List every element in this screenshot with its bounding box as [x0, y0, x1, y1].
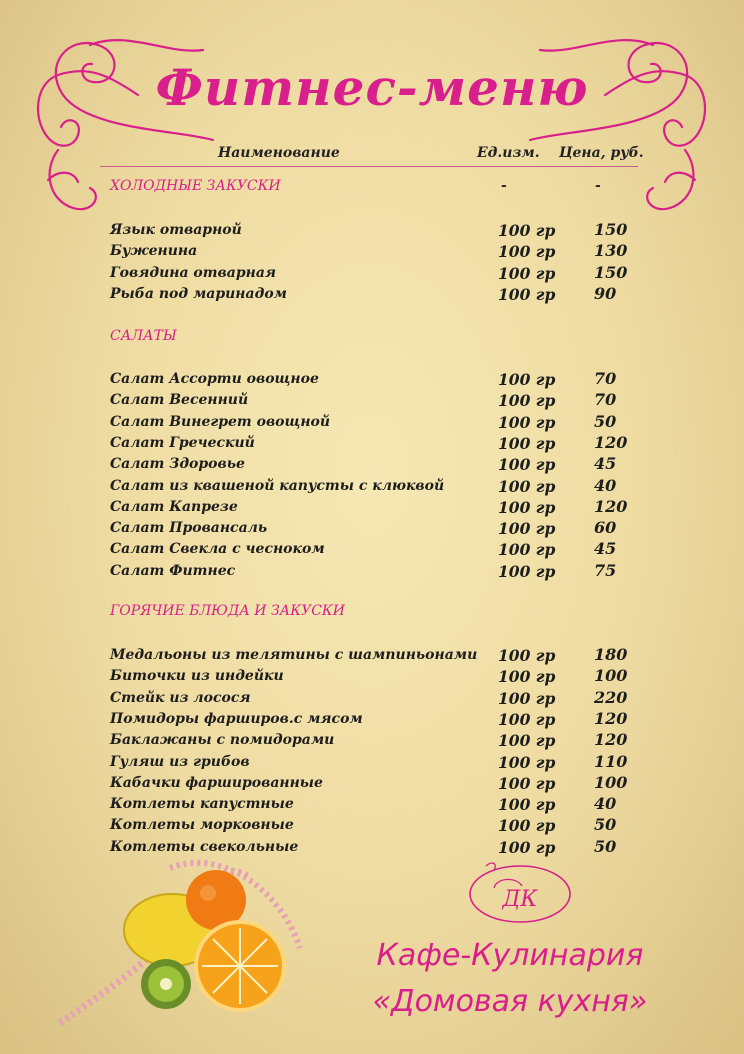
- menu-item-row: [110, 687, 650, 711]
- menu-item-row: [110, 475, 650, 499]
- menu-item-name: Биточки из индейки: [110, 668, 284, 685]
- menu-item-price: 220: [594, 687, 628, 707]
- menu-item-row: [110, 541, 650, 562]
- menu-item-row: [110, 817, 650, 838]
- menu-item-price: 120: [594, 432, 628, 452]
- menu-item-row: [110, 283, 650, 307]
- menu-item-name: Салат из квашеной капусты с клюквой: [110, 477, 445, 494]
- section-title: ХОЛОДНЫЕ ЗАКУСКИ: [110, 178, 281, 194]
- menu-item-name: Котлеты капустные: [110, 796, 294, 813]
- cafe-logo-icon: [466, 858, 574, 926]
- menu-item-name: Медальоны из телятины с шампиньонами: [110, 647, 478, 663]
- section-unit-dash: -: [501, 178, 507, 194]
- menu-item-unit: 100 гр: [498, 391, 556, 411]
- menu-item-price: 100: [594, 772, 628, 792]
- cafe-name-line2: «Домовая кухня»: [372, 984, 648, 1019]
- menu-item-unit: 100 гр: [498, 540, 556, 560]
- menu-item-row: [110, 392, 650, 413]
- menu-item-price: 180: [594, 645, 628, 664]
- menu-item-price: 130: [594, 241, 628, 261]
- menu-item-price: 70: [594, 369, 617, 388]
- menu-item-unit: 100 гр: [498, 284, 556, 304]
- menu-item-name: Салат Здоровье: [110, 456, 245, 473]
- menu-item-unit: 100 гр: [498, 837, 556, 857]
- menu-item-unit: 100 гр: [498, 709, 556, 729]
- menu-item-unit: 100 гр: [498, 752, 556, 772]
- menu-item-row: [110, 668, 650, 689]
- logo-text: ДК: [502, 887, 538, 912]
- menu-item-price: 100: [594, 666, 628, 686]
- section-title: ГОРЯЧИЕ БЛЮДА И ЗАКУСКИ: [110, 603, 345, 619]
- menu-item-price: 120: [594, 708, 628, 728]
- menu-item-name: Салат Винегрет овощной: [110, 413, 331, 430]
- menu-item-name: Салат Греческий: [110, 434, 255, 451]
- menu-item-row: [110, 520, 650, 541]
- page-title: Фитнес-меню: [155, 58, 589, 117]
- menu-item-unit: 100 гр: [498, 263, 556, 283]
- menu-item-price: 45: [594, 454, 617, 474]
- menu-item-row: [110, 796, 650, 817]
- menu-item-unit: 100 гр: [498, 773, 556, 793]
- menu-item-price: 70: [594, 390, 617, 410]
- menu-item-unit: 100 гр: [498, 497, 556, 517]
- menu-item-row: [110, 560, 650, 584]
- menu-item-price: 75: [594, 560, 617, 580]
- menu-item-row: [110, 371, 650, 392]
- menu-item-price: 110: [594, 751, 628, 771]
- column-header-price: Цена, руб.: [559, 145, 644, 161]
- menu-item-price: 120: [594, 496, 628, 516]
- menu-item-name: Салат Провансаль: [110, 520, 268, 537]
- menu-item-name: Кабачки фаршированные: [110, 774, 323, 791]
- menu-item-unit: 100 гр: [498, 646, 556, 665]
- menu-item-row: [110, 456, 650, 477]
- menu-item-row: [110, 647, 650, 668]
- menu-item-unit: 100 гр: [498, 795, 556, 815]
- menu-item-name: Котлеты морковные: [110, 817, 294, 834]
- menu-item-name: Баклажаны с помидорами: [110, 732, 335, 749]
- menu-item-name: Салат Свекла с чесноком: [110, 541, 325, 558]
- menu-item-name: Рыба под маринадом: [110, 285, 287, 302]
- menu-item-unit: 100 гр: [498, 667, 556, 687]
- menu-item-price: 60: [594, 518, 617, 538]
- menu-item-price: 120: [594, 730, 628, 750]
- menu-item-name: Гуляш из грибов: [110, 753, 250, 770]
- header-divider: [100, 166, 638, 167]
- menu-item-name: Котлеты свекольные: [110, 838, 299, 855]
- menu-item-unit: 100 гр: [498, 412, 556, 432]
- menu-item-name: Язык отварной: [110, 222, 242, 238]
- menu-item-price: 150: [594, 220, 628, 239]
- menu-item-unit: 100 гр: [498, 476, 556, 496]
- menu-item-row: [110, 751, 650, 775]
- menu-item-price: 90: [594, 283, 617, 303]
- menu-item-name: Салат Капрезе: [110, 498, 238, 515]
- menu-item-price: 45: [594, 539, 617, 559]
- menu-item-row: [110, 222, 650, 243]
- column-header-name: Наименование: [218, 145, 340, 161]
- menu-item-price: 40: [594, 475, 617, 495]
- menu-item-name: Салат Фитнес: [110, 562, 236, 579]
- menu-item-name: Буженина: [110, 243, 198, 260]
- section-title: САЛАТЫ: [110, 328, 177, 344]
- fruit-illustration: [50, 838, 320, 1048]
- menu-item-row: [110, 772, 650, 796]
- menu-item-unit: 100 гр: [498, 688, 556, 708]
- menu-item-row: [110, 496, 650, 520]
- menu-item-unit: 100 гр: [498, 561, 556, 581]
- menu-item-row: [110, 243, 650, 264]
- menu-item-price: 50: [594, 815, 617, 835]
- menu-item-unit: 100 гр: [498, 519, 556, 539]
- menu-item-unit: 100 гр: [498, 221, 556, 240]
- menu-item-name: Говядина отварная: [110, 264, 277, 281]
- menu-item-name: Салат Ассорти овощное: [110, 371, 319, 387]
- menu-item-price: 40: [594, 794, 617, 814]
- menu-item-row: [110, 262, 650, 286]
- menu-item-price: 50: [594, 411, 617, 431]
- column-header-unit: Ед.изм.: [477, 145, 540, 161]
- menu-item-row: [110, 708, 650, 732]
- menu-item-unit: 100 гр: [498, 242, 556, 262]
- menu-item-price: 50: [594, 836, 617, 856]
- section-price-dash: -: [595, 178, 601, 194]
- menu-item-unit: 100 гр: [498, 370, 556, 389]
- menu-item-row: [110, 732, 650, 753]
- menu-item-unit: 100 гр: [498, 455, 556, 475]
- menu-item-unit: 100 гр: [498, 816, 556, 836]
- menu-item-row: [110, 411, 650, 435]
- menu-item-row: [110, 432, 650, 456]
- menu-item-price: 150: [594, 262, 628, 282]
- menu-item-name: Салат Весенний: [110, 392, 249, 409]
- menu-item-unit: 100 гр: [498, 731, 556, 751]
- menu-item-name: Помидоры фарширов.с мясом: [110, 710, 363, 727]
- menu-item-name: Стейк из лосося: [110, 689, 251, 706]
- menu-item-unit: 100 гр: [498, 433, 556, 453]
- cafe-name-line1: Кафе-Кулинария: [376, 938, 644, 973]
- right-swirl-ornament-icon: [525, 20, 725, 220]
